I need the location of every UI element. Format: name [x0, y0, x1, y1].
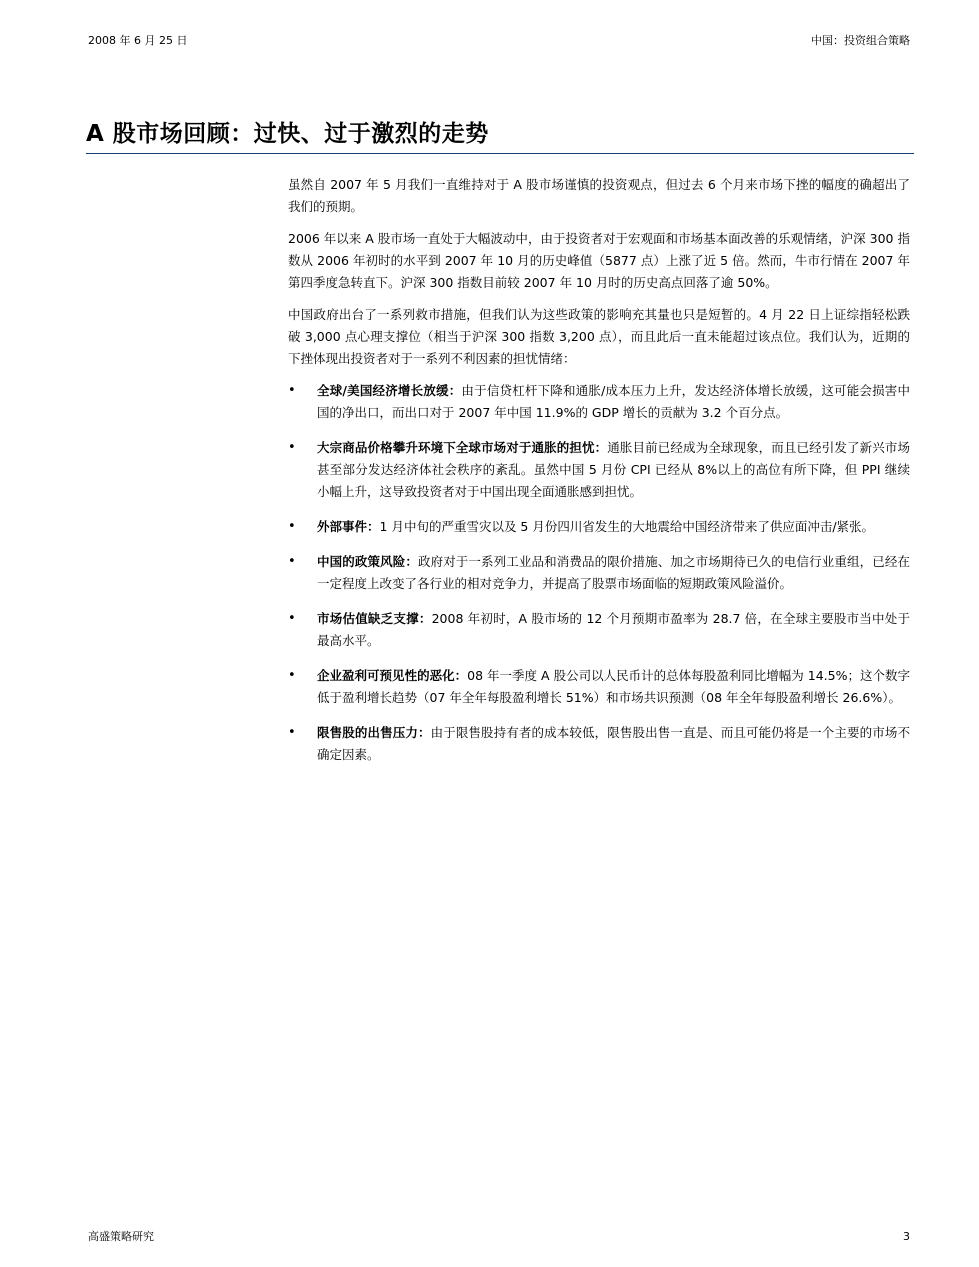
list-item-text: 由于信贷杠杆下降和通胀/成本压力上升，发达经济体增长放缓，这可能会损害中国的净出口，而出口对于 2007 年中国 11.9%的 GDP 增长的贡献为 3.2 个百分点。: [317, 383, 910, 420]
bullet-icon: •: [288, 440, 296, 455]
main-content: [288, 174, 910, 779]
paragraph: 虽然自 2007 年 5 月我们一直维持对于 A 股市场谨慎的投资观点，但过去 6 个月来市场下挫的幅度的确超出了我们的预期。: [288, 177, 910, 214]
list-item: [288, 665, 910, 709]
list-item-heading: 外部事件：: [317, 519, 380, 534]
list-item: [288, 551, 910, 595]
list-item-heading: 大宗商品价格攀升环境下全球市场对于通胀的担忧：: [317, 440, 608, 455]
paragraph: 中国政府出台了一系列救市措施，但我们认为这些政策的影响充其量也只是短暂的。4 月 22 日上证综指轻松跌破 3,000 点心理支撑位（相当于沪深 300 指数 3,200 点），而且此后一直未能超过该点位。我们认为，近期的下挫体现出投资者对于一系列不利因素的担忧情绪：: [288, 307, 910, 366]
bullet-icon: •: [288, 554, 296, 569]
list-item-heading: 中国的政策风险：: [317, 554, 418, 569]
list-item: [288, 437, 910, 503]
list-item-heading: 全球/美国经济增长放缓：: [317, 383, 462, 398]
list-item-text: 08 年一季度 A 股公司以人民币计的总体每股盈利同比增幅为 14.5%；这个数字低于盈利增长趋势（07 年全年每股盈利增长 51%）和市场共识预测（08 年全年每股盈利增长 26.6%）。: [317, 668, 910, 705]
bullet-icon: •: [288, 383, 296, 398]
list-item: [288, 516, 910, 538]
list-item-heading: 限售股的出售压力：: [317, 725, 431, 740]
list-item-text: 1 月中旬的严重雪灾以及 5 月份四川省发生的大地震给中国经济带来了供应面冲击/紧张。: [379, 519, 875, 534]
paragraph: 2006 年以来 A 股市场一直处于大幅波动中，由于投资者对于宏观面和市场基本面改善的乐观情绪，沪深 300 指数从 2006 年初时的水平到 2007 年 10 月的历史峰值（5877 点）上涨了近 5 倍。然而，牛市行情在 2007 年第四季度急转直下。沪深 300 指数目前较 2007 年 10 月时的历史高点回落了逾 50%。: [288, 231, 910, 290]
report-section: 中国：投资组合策略: [811, 34, 910, 47]
list-item-text: 2008 年初时，A 股市场的 12 个月预期市盈率为 28.7 倍，在全球主要股市当中处于最高水平。: [317, 611, 910, 648]
page-number: 3: [903, 1230, 910, 1243]
list-item-text: 通胀目前已经成为全球现象，而且已经引发了新兴市场甚至部分发达经济体社会秩序的紊乱。虽然中国 5 月份 CPI 已经从 8%以上的高位有所下降，但 PPI 继续小幅上升，这导致投资者对于中国出现全面通胀感到担忧。: [317, 440, 910, 499]
bullet-icon: •: [288, 611, 296, 626]
bullet-icon: •: [288, 725, 296, 740]
report-date: 2008 年 6 月 25 日: [88, 34, 188, 47]
title-divider: [86, 153, 914, 154]
page-footer: [88, 1229, 910, 1245]
list-item: [288, 608, 910, 652]
list-item-text: 由于限售股持有者的成本较低，限售股出售一直是、而且可能仍将是一个主要的市场不确定因素。: [317, 725, 910, 762]
list-item: [288, 380, 910, 424]
bullet-icon: •: [288, 668, 296, 683]
publisher-label: 高盛策略研究: [88, 1230, 154, 1243]
page-header: [88, 33, 910, 49]
risk-factor-list: [288, 380, 910, 766]
list-item-heading: 市场估值缺乏支撑：: [317, 611, 432, 626]
list-item-text: 政府对于一系列工业品和消费品的限价措施、加之市场期待已久的电信行业重组，已经在一定程度上改变了各行业的相对竞争力，并提高了股票市场面临的短期政策风险溢价。: [317, 554, 910, 591]
list-item: [288, 722, 910, 766]
page-title: A 股市场回顾：过快、过于激烈的走势: [86, 121, 489, 147]
bullet-icon: •: [288, 519, 296, 534]
list-item-heading: 企业盈利可预见性的恶化：: [317, 668, 468, 683]
